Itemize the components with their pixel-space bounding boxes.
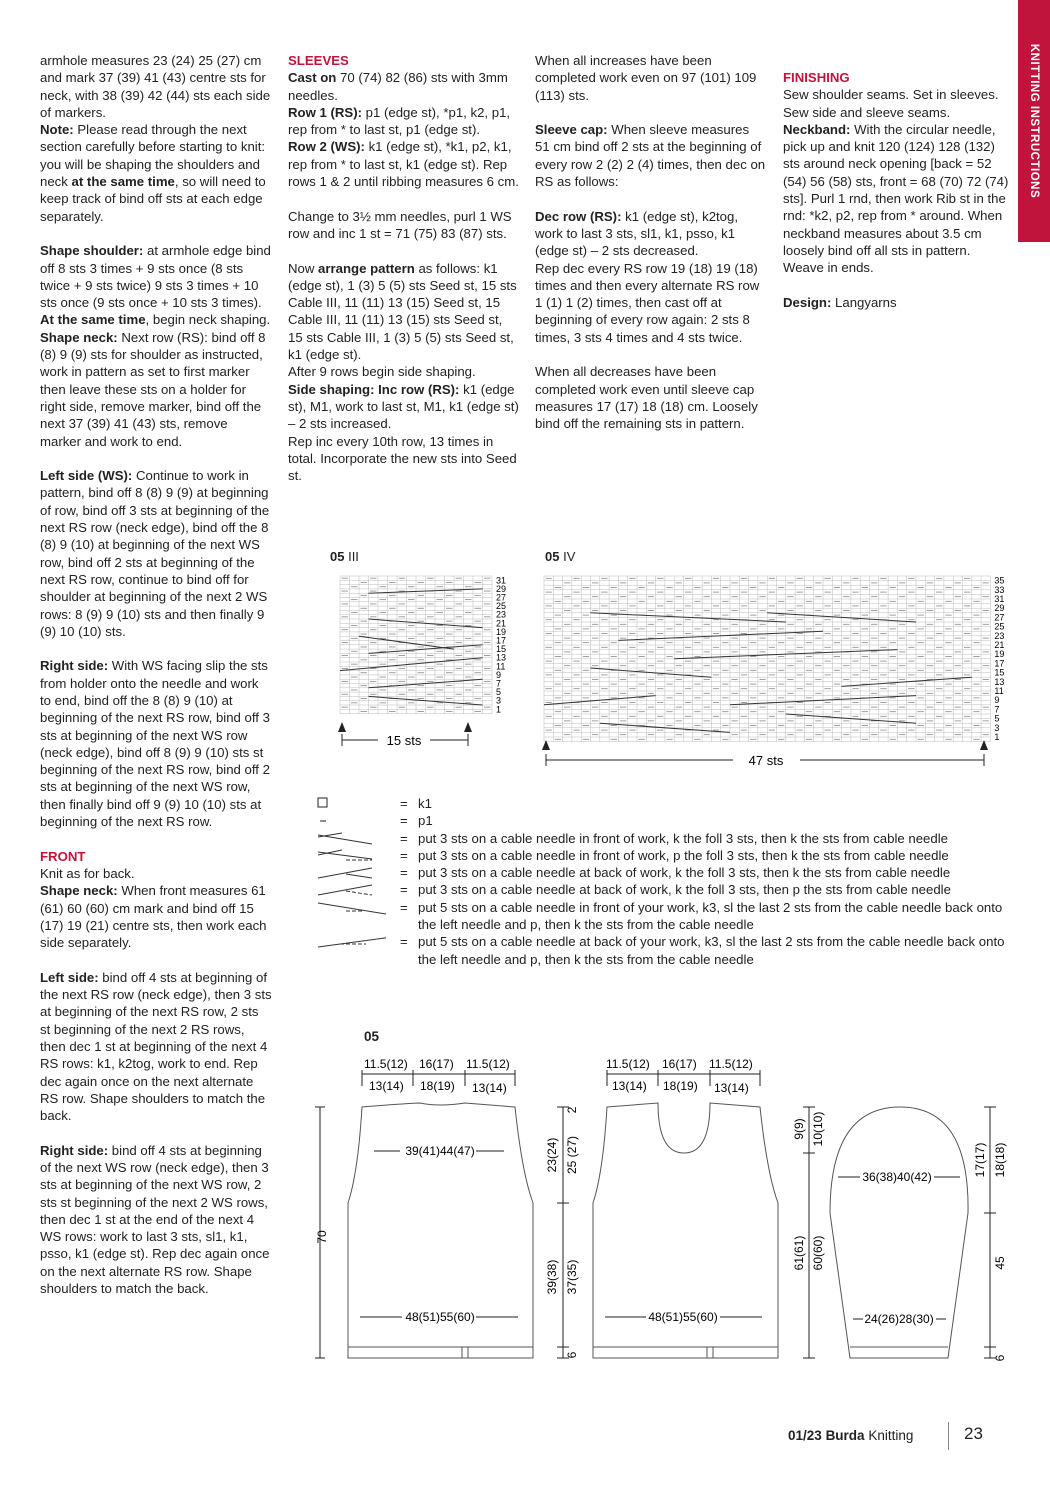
dec-row-paragraph: Dec row (RS): k1 (edge st), k2tog, work to last 3 sts, sl1, k1, psso, k1 (edge st) – 2 sts decreased. (535, 208, 739, 259)
arrange-pattern-paragraph: Now arrange pattern as follows: k1 (edge st), 1 (3) 5 (5) sts Seed st, 15 sts Cable III, 11 (11) 13 (15) Seed st, 15 Cable III, 11 (11) 13 (15) sts Seed st, 15 sts Cable III, 1 (3) 5 (5) sts Seed st, k1 (edge st). (288, 260, 517, 363)
front-top-dims (606, 1057, 760, 1095)
chart-iii-width-indicator (338, 722, 472, 748)
paragraph: Weave in ends. (783, 260, 874, 276)
chart-iv-label: 05 IV (545, 549, 576, 564)
front-left-side-paragraph: Left side: bind off 4 sts at beginning of the next RS row (neck edge), then 3 sts at beginning of the next RS row, 2 sts st beginning of the next 2 RS rows, then dec 1 st at beginning of the next 4 RS rows: k1, k2tog, work to end. Rep dec again once on the next alternate RS row. Shape shoulders to match the back. (40, 969, 272, 1124)
legend-equals: = (400, 796, 408, 811)
legend-row (316, 795, 1016, 812)
dim-label: 13(14) (369, 1079, 404, 1093)
footer-divider (948, 1422, 949, 1450)
row-number: 15 (994, 667, 1005, 678)
page-number: 23 (964, 1424, 983, 1443)
right-side-paragraph: Right side: With WS facing slip the sts from holder onto the needle and work to end, bind off the 8 (8) 9 (10) at beginning of the next RS row, bind off 3 sts at beginning of the next WS row (neck edge), bind off 8 (9) 9 (10) sts st beginning of the next RS row, bind off 2 sts at beginning of the next WS row, then finally bind off 9 (9) 10 (10) sts at beginning of the next RS row. (40, 658, 270, 830)
legend-text: put 5 sts on a cable needle in front of your work, k3, sl the last 2 sts from the cable needle back onto the left needle and p, then k the sts from the cable needle (418, 899, 1003, 933)
paragraph: When all decreases have been completed work even until sleeve cap measures 17 (17) 18 (18) cm. Loosely bind off the remaining sts in pattern. (535, 364, 758, 432)
side-shaping-paragraph: Side shaping: Inc row (RS): k1 (edge st), M1, work to last st, M1, k1 (edge st) – 2 sts increased. (288, 381, 519, 432)
chart-iii-width-label: 15 sts (386, 733, 422, 748)
column-4 (783, 69, 1015, 328)
row-number: 3 (994, 722, 1000, 733)
dim-label: 10(10) (811, 1111, 825, 1147)
dim-label: 18(18) (993, 1142, 1007, 1178)
chart-iv-row-numbers (994, 576, 1004, 742)
legend-text: put 5 sts on a cable needle at back of your work, k3, sl the last 2 sts from the cable needle back onto the left needle and p, then k the sts from the cable needle (418, 934, 1005, 967)
dim-label: 11.5(12) (466, 1057, 510, 1071)
sleeves-heading: SLEEVES (288, 53, 349, 68)
dim-label: 6 (993, 1354, 1007, 1362)
legend-equals: = (400, 830, 408, 846)
row-number: 31 (994, 594, 1005, 604)
legend-row (316, 864, 1016, 881)
chart-iv-width-indicator (542, 740, 988, 768)
legend-equals: = (400, 934, 408, 950)
chart-iii (318, 570, 508, 755)
column-3 (535, 52, 767, 450)
dim-label: 18(19) (420, 1079, 455, 1093)
row-number: 5 (994, 713, 1000, 724)
legend-equals: = (400, 899, 408, 915)
dim-label: 61(61) (792, 1235, 806, 1271)
row-number: 25 (496, 601, 507, 612)
row-number: 1 (994, 732, 1000, 742)
row-number: 19 (994, 649, 1005, 660)
row-number: 27 (994, 612, 1005, 623)
row-number: 11 (496, 661, 506, 672)
shape-neck-paragraph: Shape neck: Next row (RS): bind off 8 (8) 9 (9) sts for shoulder as instructed, work in pattern as set to first marker then leave these sts on a holder for right side, remove marker, bind off the next 37 (39) 41 (43) sts, remove marker and work to end. (40, 329, 266, 449)
legend-text: put 3 sts on a cable needle at back of work, k the foll 3 sts, then p the sts from cable needle (418, 882, 951, 898)
row-number: 25 (994, 621, 1005, 632)
row-number: 21 (496, 618, 507, 629)
paragraph: Change to 3½ mm needles, purl 1 WS row and inc 1 st = 71 (75) 83 (87) sts. (288, 208, 512, 241)
row-number: 23 (994, 630, 1005, 641)
cable-3-front-purl-icon (316, 847, 386, 864)
row2-paragraph: Row 2 (WS): k1 (edge st), *k1, p2, k1, rep from * to last st, k1 (edge st). Rep rows 1 & 2 until ribbing measures 6 cm. (288, 139, 519, 190)
chart-iv (538, 570, 1008, 775)
chart-legend (316, 795, 1016, 968)
row-number: 7 (994, 704, 1000, 715)
schematic-label: 05 (364, 1029, 380, 1044)
row-number: 3 (496, 695, 502, 706)
neckband-paragraph: Neckband: With the circular needle, pick up and knit 120 (124) 128 (132) sts around neck opening [back = 52 (54) 56 (58) sts, front = 68 (70) 72 (74) sts]. Purl 1 rnd, then work Rib st in the rnd: *k2, p2, rep from * around. When neckband measures about 3.5 cm loosely bind off all sts in pattern. (783, 121, 1009, 258)
dim-label: 25 (27) (565, 1135, 579, 1175)
dim-label: 16(17) (419, 1057, 454, 1071)
dim-label: 13(14) (714, 1081, 749, 1095)
row-number: 13 (496, 652, 507, 663)
chart-iii-label: 05 III (330, 549, 359, 564)
cast-on-paragraph: Cast on 70 (74) 82 (86) sts with 3mm needles. (288, 70, 508, 103)
legend-equals: = (400, 813, 408, 829)
row-number: 33 (994, 584, 1005, 595)
row-number: 19 (496, 626, 507, 637)
dim-label: 60(60) (811, 1235, 825, 1271)
row-number: 13 (994, 676, 1005, 687)
dim-label: 11.5(12) (709, 1057, 753, 1071)
row-number: 27 (496, 592, 507, 603)
square-icon (316, 795, 386, 812)
legend-text: p1 (418, 813, 433, 829)
paragraph: After 9 rows begin side shaping. (288, 364, 476, 380)
row-number: 17 (994, 658, 1005, 669)
legend-row (316, 881, 1016, 898)
left-side-paragraph: Left side (WS): Continue to work in pattern, bind off 8 (8) 9 (9) at beginning of row, bind off 3 sts at beginning of the next RS row (neck edge), bind off the 8 (8) 9 (10) at beginning of the next WS row, bind off 2 sts at beginning of the next RS row, continue to bind off for shoulder at beginning of the next 2 WS rows: 8 (9) 9 (10) sts and then finally 9 (9) 10 (10) sts. (40, 468, 270, 639)
front-width-bottom: 48(51)55(60) (648, 1310, 718, 1324)
cable-3-front-knit-icon (316, 830, 386, 847)
schematics (300, 1045, 1020, 1385)
chart-iii-grid (340, 576, 492, 714)
back-width-bottom: 48(51)55(60) (405, 1310, 475, 1324)
legend-row (316, 812, 1016, 829)
arrow-up-icon (338, 722, 346, 732)
shape-shoulder-paragraph: Shape shoulder: at armhole edge bind off 8 sts 3 times + 9 sts once (8 sts twice + 9 sts twice) 9 sts 3 times + 10 sts once (9 sts once + 10 sts 3 times). (40, 243, 271, 311)
legend-row (316, 847, 1016, 864)
dim-label: 45 (993, 1256, 1007, 1270)
paragraph: Rep dec every RS row 19 (18) 19 (18) times and then every alternate RS row 1 (1) 1 (2) times, then cast off at beginning of every row again: 2 sts 8 times, 3 sts 4 times and 4 sts twice. (535, 260, 760, 345)
row-number: 23 (496, 609, 507, 620)
row-number: 7 (496, 678, 502, 689)
cable-3-back-knit-icon (316, 864, 386, 881)
legend-text: put 3 sts on a cable needle in front of work, p the foll 3 sts, then k the sts from cable needle (418, 847, 949, 863)
chart-iii-row-numbers (496, 575, 506, 714)
front-right-side-paragraph: Right side: bind off 4 sts at beginning of the next WS row (neck edge), then 3 sts at beginning of the next WS row, 2 sts st beginning of the next 2 WS rows, then dec 1 st at the end of the next 4 WS rows: work to last 3 sts, sl1, k1, psso, k1 (edge st). Rep dec again once on the next alternate RS row. Shape shoulders to match the back. (40, 1142, 270, 1297)
paragraph: When all increases have been completed work even on 97 (101) 109 (113) sts. (535, 53, 757, 103)
row-number: 29 (496, 583, 507, 594)
row-number: 9 (994, 695, 1000, 706)
same-time-paragraph: At the same time, begin neck shaping. (40, 312, 271, 328)
dim-label: 16(17) (662, 1057, 697, 1071)
legend-row (316, 830, 1016, 847)
dim-label: 18(19) (663, 1079, 698, 1093)
row-number: 21 (994, 640, 1005, 650)
chart-iv-grid (544, 576, 990, 742)
row-number: 35 (994, 575, 1005, 586)
paragraph: Knit as for back. (40, 865, 135, 881)
row-number: 15 (496, 644, 507, 655)
cable-5-front-icon (316, 899, 386, 916)
dim-label: 9(9) (792, 1118, 806, 1140)
dim-label: 6 (565, 1351, 579, 1359)
row-number: 1 (496, 704, 502, 715)
sleeve-cap-paragraph: Sleeve cap: When sleeve measures 51 cm bind off 2 sts at the beginning of every row 2 (2) 2 (4) times, then dec on RS as follows: (535, 122, 766, 190)
design-paragraph: Design: Langyarns (783, 294, 897, 310)
chart-iv-width-label: 47 sts (748, 753, 784, 768)
back-top-dims (362, 1057, 515, 1095)
front-heading: FRONT (40, 848, 86, 864)
legend-equals: = (400, 847, 408, 863)
legend-row (316, 899, 1016, 934)
row-number: 9 (496, 669, 502, 680)
row1-paragraph: Row 1 (RS): p1 (edge st), *p1, k2, p1, rep from * to last st, p1 (edge st). (288, 104, 511, 138)
dim-label: 13(14) (472, 1081, 507, 1095)
legend-equals: = (400, 865, 408, 881)
back-width-mid: 39(41)44(47) (405, 1144, 475, 1158)
paragraph: Sew shoulder seams. Set in sleeves. Sew side and sleeve seams. (783, 87, 999, 120)
front-shape-neck-paragraph: Shape neck: When front measures 61 (61) 60 (60) cm mark and bind off 15 (17) 19 (21) centre sts, then work each side separately. (40, 883, 267, 951)
sleeve-width-bottom: 24(26)28(30) (864, 1312, 934, 1326)
dim-label: 11.5(12) (364, 1057, 408, 1071)
legend-row (316, 933, 1016, 968)
cable-3-back-purl-icon (316, 881, 386, 898)
legend-text: put 3 sts on a cable needle at back of work, k the foll 3 sts, then k the sts from cable needle (418, 865, 951, 881)
row-number: 29 (994, 603, 1005, 614)
footer-issue: 01/23 Burda Knitting (788, 1428, 914, 1443)
paragraph: Rep inc every 10th row, 13 times in total. Incorporate the new sts into Seed st. (288, 433, 517, 484)
row-number: 11 (994, 686, 1004, 696)
column-2 (288, 52, 520, 502)
finishing-heading: FINISHING (783, 70, 850, 85)
legend-text: k1 (418, 796, 432, 811)
dim-label: 23(24) (545, 1137, 559, 1173)
dim-label: 39(38) (545, 1259, 559, 1295)
section-tab (1018, 0, 1050, 242)
arrow-up-icon (464, 722, 472, 732)
dash-icon (316, 812, 386, 829)
back-height: 70 (315, 1230, 329, 1244)
note-paragraph: Note: Please read through the next section carefully before starting to knit: you will be shaping the shoulders and neck at the same time, so will need to keep track of bind off sts at each edge separately. (40, 122, 266, 224)
paragraph: armhole measures 23 (24) 25 (27) cm and mark 37 (39) 41 (43) centre sts for neck, with 38 (39) 42 (44) sts each side of markers. (40, 53, 271, 120)
dim-label: 37(35) (565, 1259, 579, 1295)
dim-label: 13(14) (612, 1079, 647, 1093)
dim-label: 17(17) (973, 1142, 987, 1178)
sleeve-width-mid: 36(38)40(42) (862, 1170, 932, 1184)
row-number: 17 (496, 635, 507, 646)
legend-equals: = (400, 882, 408, 898)
row-number: 31 (496, 575, 507, 586)
legend-text: put 3 sts on a cable needle in front of work, k the foll 3 sts, then k the sts from cable needle (418, 830, 948, 846)
section-tab-label: KNITTING INSTRUCTIONS (1028, 43, 1040, 199)
row-number: 5 (496, 687, 502, 698)
cable-5-back-icon (316, 933, 386, 950)
dim-label: 2 (565, 1106, 579, 1114)
dim-label: 11.5(12) (606, 1057, 650, 1071)
column-1 (40, 52, 272, 1315)
